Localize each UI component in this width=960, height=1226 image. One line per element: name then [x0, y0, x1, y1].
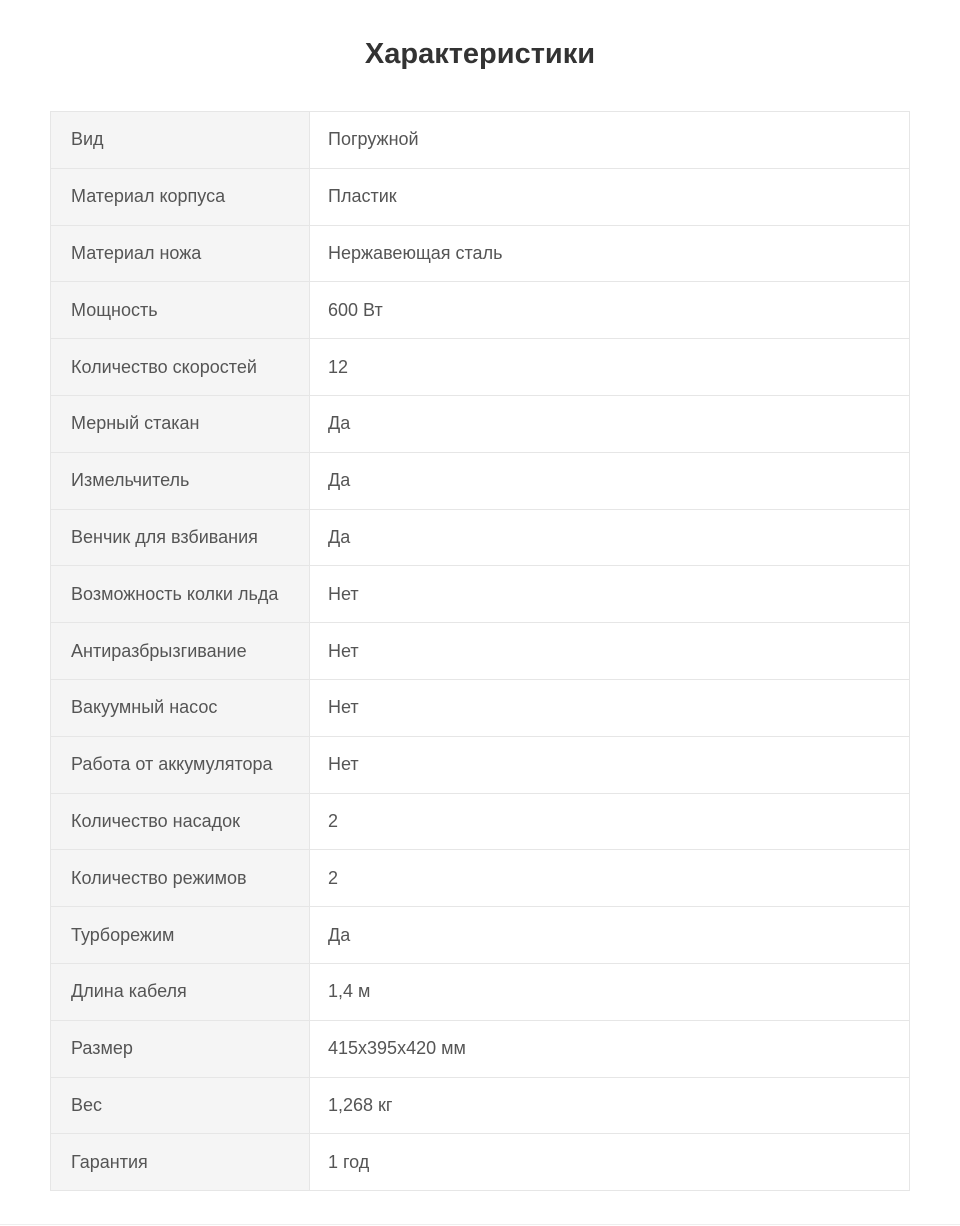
- spec-value: 1,268 кг: [310, 1077, 910, 1134]
- spec-value: Нет: [310, 566, 910, 623]
- spec-label: Длина кабеля: [51, 963, 310, 1020]
- spec-label: Материал ножа: [51, 225, 310, 282]
- spec-label: Возможность колки льда: [51, 566, 310, 623]
- table-row: [51, 1020, 910, 1077]
- spec-value: 600 Вт: [310, 282, 910, 339]
- spec-label: Турборежим: [51, 907, 310, 964]
- table-row: [51, 679, 910, 736]
- spec-value: 2: [310, 793, 910, 850]
- table-row: [51, 395, 910, 452]
- page-title: Характеристики: [364, 38, 596, 70]
- spec-value: Пластик: [310, 168, 910, 225]
- spec-value: Нет: [310, 679, 910, 736]
- spec-value: Да: [310, 907, 910, 964]
- spec-value: Да: [310, 509, 910, 566]
- spec-label: Мощность: [51, 282, 310, 339]
- spec-label: Количество режимов: [51, 850, 310, 907]
- spec-label: Размер: [51, 1020, 310, 1077]
- table-row: [51, 850, 910, 907]
- spec-value: 12: [310, 339, 910, 396]
- spec-value: Погружной: [310, 112, 910, 169]
- spec-value: Нет: [310, 736, 910, 793]
- bottom-divider: [0, 1224, 960, 1225]
- table-row: [51, 963, 910, 1020]
- table-row: [51, 1077, 910, 1134]
- table-row: [51, 225, 910, 282]
- table-row: [51, 793, 910, 850]
- table-row: [51, 623, 910, 680]
- table-row: [51, 339, 910, 396]
- spec-label: Количество скоростей: [51, 339, 310, 396]
- spec-value: Да: [310, 395, 910, 452]
- spec-value: 1,4 м: [310, 963, 910, 1020]
- spec-value: Нет: [310, 623, 910, 680]
- table-row: [51, 168, 910, 225]
- table-row: [51, 907, 910, 964]
- spec-label: Антиразбрызгивание: [51, 623, 310, 680]
- spec-label: Вид: [51, 112, 310, 169]
- table-row: [51, 509, 910, 566]
- table-row: [51, 736, 910, 793]
- table-row: [51, 566, 910, 623]
- spec-label: Гарантия: [51, 1134, 310, 1191]
- spec-label: Мерный стакан: [51, 395, 310, 452]
- spec-value: Нержавеющая сталь: [310, 225, 910, 282]
- table-row: [51, 452, 910, 509]
- spec-value: 1 год: [310, 1134, 910, 1191]
- spec-label: Вакуумный насос: [51, 679, 310, 736]
- spec-label: Материал корпуса: [51, 168, 310, 225]
- spec-label: Количество насадок: [51, 793, 310, 850]
- table-row: [51, 282, 910, 339]
- spec-label: Венчик для взбивания: [51, 509, 310, 566]
- table-row: [51, 112, 910, 169]
- table-row: [51, 1134, 910, 1191]
- spec-label: Работа от аккумулятора: [51, 736, 310, 793]
- spec-label: Измельчитель: [51, 452, 310, 509]
- spec-value: 2: [310, 850, 910, 907]
- specs-table: [50, 111, 910, 1191]
- spec-value: 415x395x420 мм: [310, 1020, 910, 1077]
- spec-value: Да: [310, 452, 910, 509]
- spec-label: Вес: [51, 1077, 310, 1134]
